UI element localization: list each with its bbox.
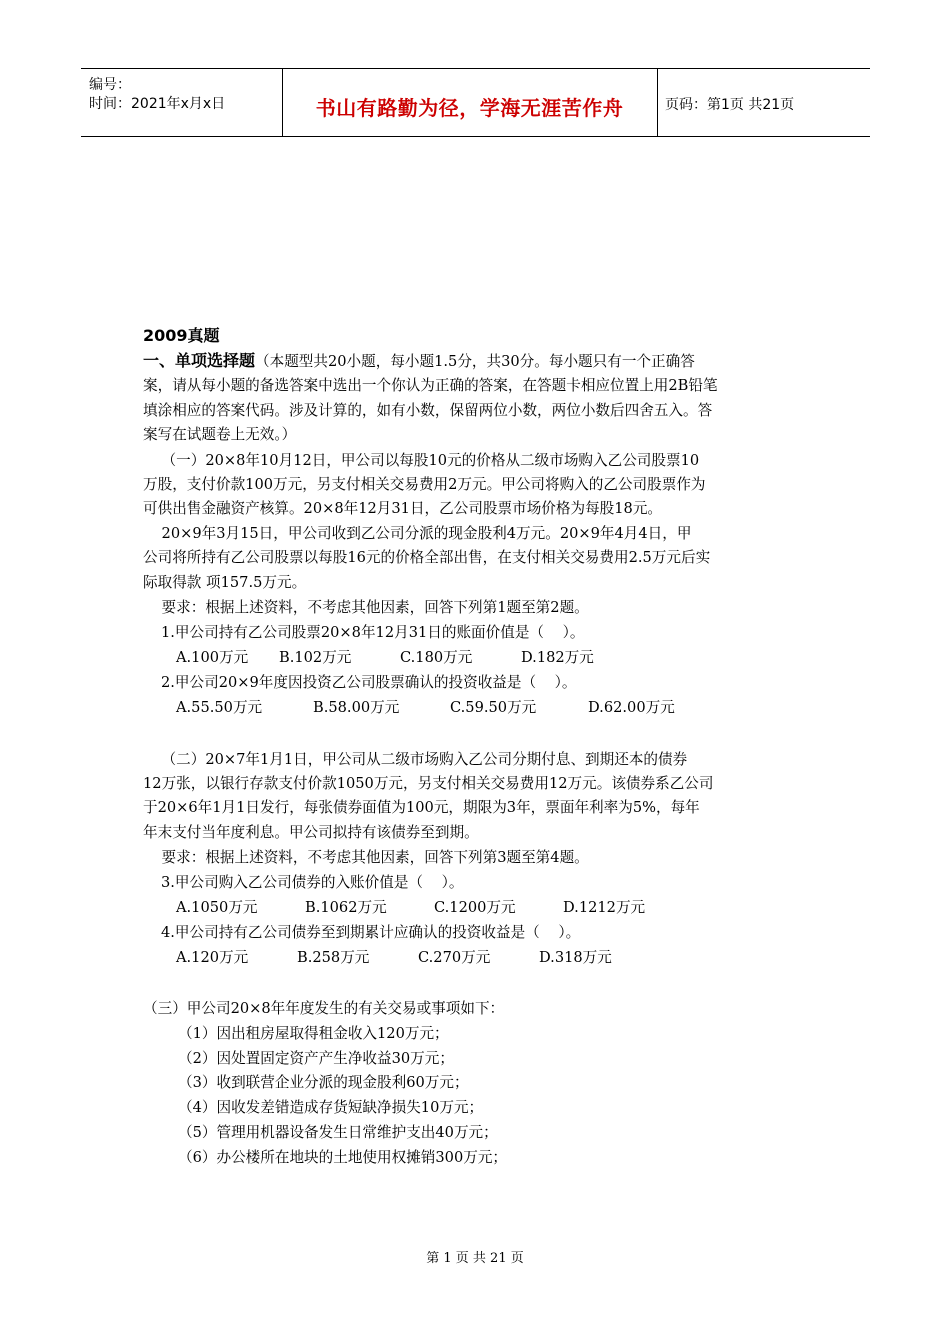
case3-item: （3）收到联营企业分派的现金股利60万元； (178, 1074, 469, 1091)
q4-option-a: A.120万元 (176, 949, 249, 966)
case1-line: 万股，支付价款100万元，另支付相关交易费用2万元。甲公司将购入的乙公司股票作为 (143, 476, 706, 493)
case2-line: 要求：根据上述资料，不考虑其他因素，回答下列第3题至第4题。 (143, 849, 589, 866)
case1-line: （一）20×8年10月12日，甲公司以每股10元的价格从二级市场购入乙公司股票10 (143, 452, 700, 469)
case1-line: 公司将所持有乙公司股票以每股16元的价格全部出售，在支付相关交易费用2.5万元后实 (143, 549, 711, 566)
section1-line-1 (143, 351, 695, 372)
case2-line: 12万张，以银行存款支付价款1050万元，另支付相关交易费用12万元。该债券系乙公司 (143, 775, 714, 792)
case3-item: （4）因收发差错造成存货短缺净损失10万元； (178, 1099, 484, 1116)
case1-line: 际取得款 项157.5万元。 (143, 574, 307, 591)
case3-intro: （三）甲公司20×8年年度发生的有关交易或事项如下： (143, 1000, 505, 1017)
question-2: 2.甲公司20×9年度因投资乙公司股票确认的投资收益是（ ）。 (161, 674, 577, 691)
case1-line: 20×9年3月15日，甲公司收到乙公司分派的现金股利4万元。20×9年4月4日，甲 (143, 525, 692, 542)
page-header (81, 68, 870, 137)
q3-option-c: C.1200万元 (434, 899, 516, 916)
header-page-cell (657, 69, 870, 136)
date-label: 时间：2021年x月x日 (89, 96, 226, 112)
question-1: 1.甲公司持有乙公司股票20×8年12月31日的账面价值是（ ）。 (161, 624, 585, 641)
q4-option-d: D.318万元 (539, 949, 612, 966)
section1-intro-3: 填涂相应的答案代码。涉及计算的，如有小数，保留两位小数，两位小数后四舍五入。答 (143, 402, 713, 419)
case2-line: 年末支付当年度利息。甲公司拟持有该债券至到期。 (143, 824, 479, 841)
header-motto-cell (282, 69, 658, 136)
case1-line: 要求：根据上述资料，不考虑其他因素，回答下列第1题至第2题。 (143, 599, 589, 616)
section1-intro-4: 案写在试题卷上无效。） (143, 426, 297, 443)
q1-option-b: B.102万元 (279, 649, 352, 666)
number-label: 编号： (89, 77, 131, 93)
case2-line: 于20×6年1月1日发行，每张债券面值为100元，期限为3年，票面年利率为5%，每年 (143, 799, 700, 816)
page-label: 页码：第1页 共21页 (665, 97, 795, 113)
case3-item: （5）管理用机器设备发生日常维护支出40万元； (178, 1124, 498, 1141)
q3-option-b: B.1062万元 (305, 899, 387, 916)
page-footer: 第 1 页 共 21 页 (426, 1251, 524, 1266)
q1-option-a: A.100万元 (176, 649, 249, 666)
section1-heading: 一、单项选择题 (143, 351, 256, 370)
doc-title: 2009真题 (143, 326, 220, 345)
q4-option-c: C.270万元 (418, 949, 491, 966)
q3-option-d: D.1212万元 (563, 899, 646, 916)
motto-text: 书山有路勤为径，学海无涯苦作舟 (315, 96, 624, 120)
case2-line: （二）20×7年1月1日，甲公司从二级市场购入乙公司分期付息、到期还本的债券 (143, 751, 688, 768)
case3-item: （2）因处置固定资产产生净收益30万元； (178, 1050, 454, 1067)
case3-item: （1）因出租房屋取得租金收入120万元； (178, 1025, 449, 1042)
case3-item: （6）办公楼所在地块的土地使用权摊销300万元； (178, 1149, 508, 1166)
q2-option-a: A.55.50万元 (176, 699, 263, 716)
question-3: 3.甲公司购入乙公司债券的入账价值是（ ）。 (161, 874, 464, 891)
q2-option-c: C.59.50万元 (450, 699, 537, 716)
q3-option-a: A.1050万元 (176, 899, 258, 916)
section1-intro-2: 案，请从每小题的备选答案中选出一个你认为正确的答案，在答题卡相应位置上用2B铅笔 (143, 377, 718, 394)
q4-option-b: B.258万元 (297, 949, 370, 966)
case1-line: 可供出售金融资产核算。20×8年12月31日，乙公司股票市场价格为每股18元。 (143, 500, 663, 517)
section1-intro-1: （本题型共20小题，每小题1.5分，共30分。每小题只有一个正确答 (255, 353, 695, 370)
q2-option-d: D.62.00万元 (588, 699, 675, 716)
header-info-cell (81, 69, 283, 136)
q1-option-c: C.180万元 (400, 649, 473, 666)
q2-option-b: B.58.00万元 (313, 699, 400, 716)
q1-option-d: D.182万元 (521, 649, 594, 666)
question-4: 4.甲公司持有乙公司债券至到期累计应确认的投资收益是（ ）。 (161, 924, 581, 941)
